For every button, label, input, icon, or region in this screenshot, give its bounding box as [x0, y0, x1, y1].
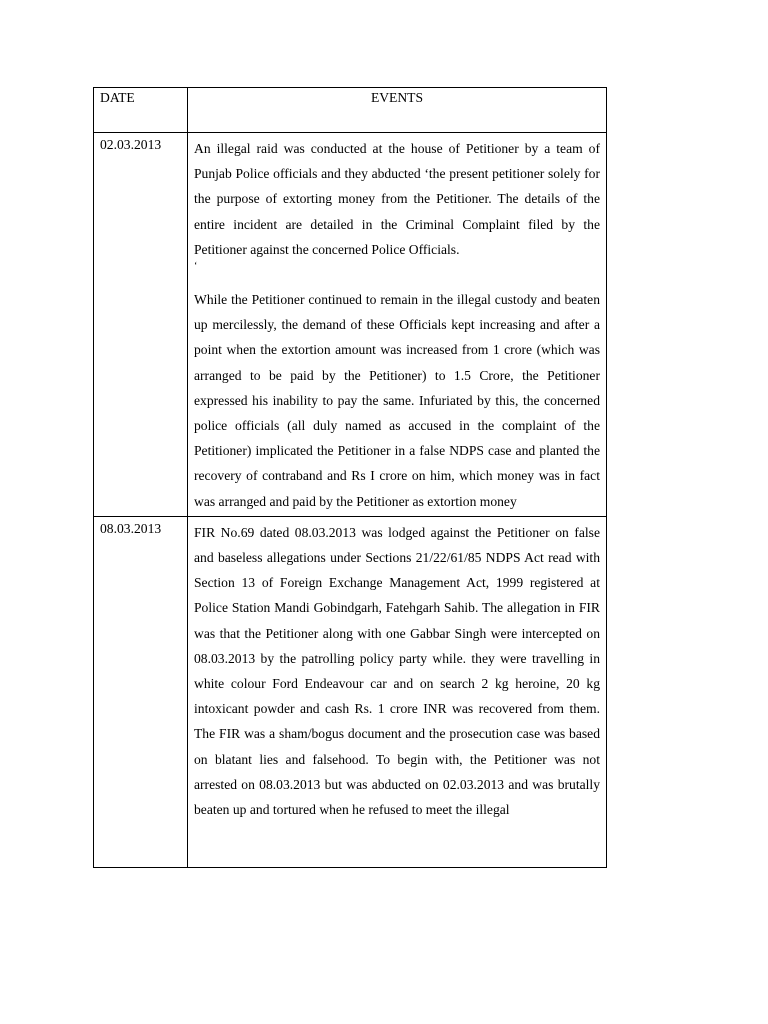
- date-column-header: DATE: [94, 88, 188, 133]
- event-paragraph: While the Petitioner continued to remain in the illegal custody and beaten up mercilessly, the demand of these Officials kept increasing and after a point when the extortion amount was increased from 1 crore (which was arranged to be paid by the Petitioner) to 1.5 Crore, the Petitioner expressed his inability to pay the same. Infuriated by this, the concerned police officials (all duly named as accused in the complaint of the Petitioner) implicated the Petitioner in a false NDPS case and planted the recovery of contraband and Rs I crore on him, which money was in fact was arranged and paid by the Petitioner as extortion money: [194, 292, 600, 509]
- table-header-row: [94, 88, 607, 133]
- row-date: 02.03.2013: [94, 133, 188, 517]
- table-row: [94, 516, 607, 867]
- events-table: [93, 87, 607, 868]
- stray-mark: ʻ: [194, 261, 198, 273]
- row-events: [188, 133, 607, 517]
- event-paragraph: FIR No.69 dated 08.03.2013 was lodged against the Petitioner on false and baseless allegations under Sections 21/22/61/85 NDPS Act read with Section 13 of Foreign Exchange Management Act, 1999 registered at Police Station Mandi Gobindgarh, Fatehgarh Sahib. The allegation in FIR was that the Petitioner along with one Gabbar Singh were intercepted on 08.03.2013 by the patrolling policy party while. they were travelling in white colour Ford Endeavour car and on search 2 kg heroine, 20 kg intoxicant powder and cash Rs. 1 crore INR was recovered from them. The FIR was a sham/bogus document and the prosecution case was based on blatant lies and falsehood. To begin with, the Petitioner was not arrested on 08.03.2013 but was abducted on 02.03.2013 and was brutally beaten up and tortured when he refused to meet the illegal: [194, 524, 600, 818]
- row-date: 08.03.2013: [94, 516, 188, 867]
- event-paragraph: An illegal raid was conducted at the house of Petitioner by a team of Punjab Police officials and they abducted ʻthe present petitioner solely for the purpose of extorting money from the Petitioner. The details of the entire incident are detailed in the Criminal Complaint filed by the Petitioner against the concerned Police Officials.: [194, 141, 600, 257]
- events-column-header: EVENTS: [188, 88, 607, 133]
- row-events: [188, 516, 607, 867]
- table-row: [94, 133, 607, 517]
- row-events-content: [194, 520, 600, 867]
